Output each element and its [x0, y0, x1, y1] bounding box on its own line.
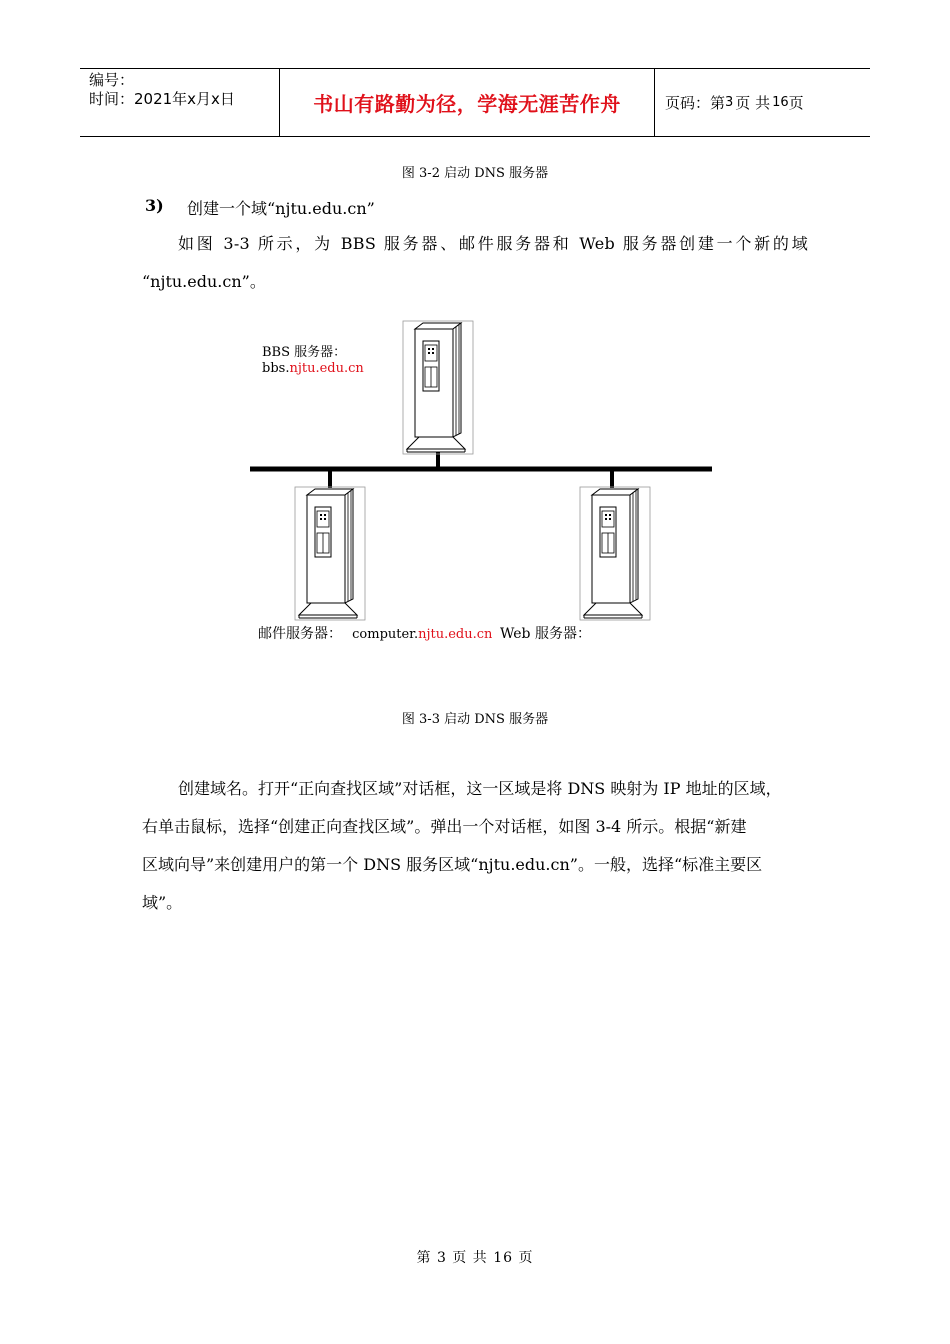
bbs-host-domain: njtu.edu.cn — [289, 361, 364, 376]
header-number-label: 编号： — [89, 71, 135, 89]
header-time-label: 时间：2021年x月x日 — [89, 90, 235, 108]
para2-line4: 域”。 — [142, 893, 183, 912]
mail-label: 邮件服务器： — [258, 626, 342, 642]
mail-host-domain: njtu.edu.cn — [418, 627, 493, 642]
header-page-mid: 页 共 — [735, 94, 771, 112]
step-number: 3) — [145, 196, 164, 215]
page-footer: 第 3 页 共 16 页 — [416, 1250, 534, 1266]
mail-server-label — [258, 626, 492, 643]
para2-line3: 区域向导”来创建用户的第一个 DNS 服务区域“njtu.edu.cn”。一般，选择“标准主要区 — [142, 855, 763, 874]
web-server-label: Web 服务器： — [500, 626, 591, 642]
mail-host-prefix: computer. — [352, 627, 419, 642]
web-server-icon — [580, 487, 650, 620]
mail-server-icon — [295, 487, 365, 620]
para2-line2: 右单击鼠标，选择“创建正向查找区域”。弹出一个对话框，如图 3-4 所示。根据“新建 — [142, 817, 747, 836]
para1-line2: “njtu.edu.cn”。 — [142, 272, 266, 291]
bbs-host-prefix: bbs. — [262, 361, 290, 376]
bbs-server-label — [262, 345, 364, 377]
para2-line1: 创建域名。打开“正向查找区域”对话框，这一区域是将 DNS 映射为 IP 地址的区域， — [178, 779, 782, 798]
header-page-suffix: 页 — [788, 94, 804, 112]
header-page-total: 16 — [772, 95, 789, 110]
bbs-server-icon — [403, 321, 473, 454]
header-motto: 书山有路勤为径，学海无涯苦作舟 — [280, 69, 655, 136]
bbs-host — [262, 361, 364, 377]
para1-line1: 如图 3-3 所示，为 BBS 服务器、邮件服务器和 Web 服务器创建一个新的域 — [178, 234, 808, 253]
step-text: 创建一个域“njtu.edu.cn” — [187, 199, 375, 218]
header-page-num: 3 — [725, 95, 734, 110]
figure-caption-3-3: 图 3-3 启动 DNS 服务器 — [401, 712, 549, 727]
header-page-prefix: 页码：第 — [665, 94, 726, 112]
figure-caption-3-2: 图 3-2 启动 DNS 服务器 — [401, 166, 549, 181]
bbs-label: BBS 服务器： — [262, 345, 347, 360]
